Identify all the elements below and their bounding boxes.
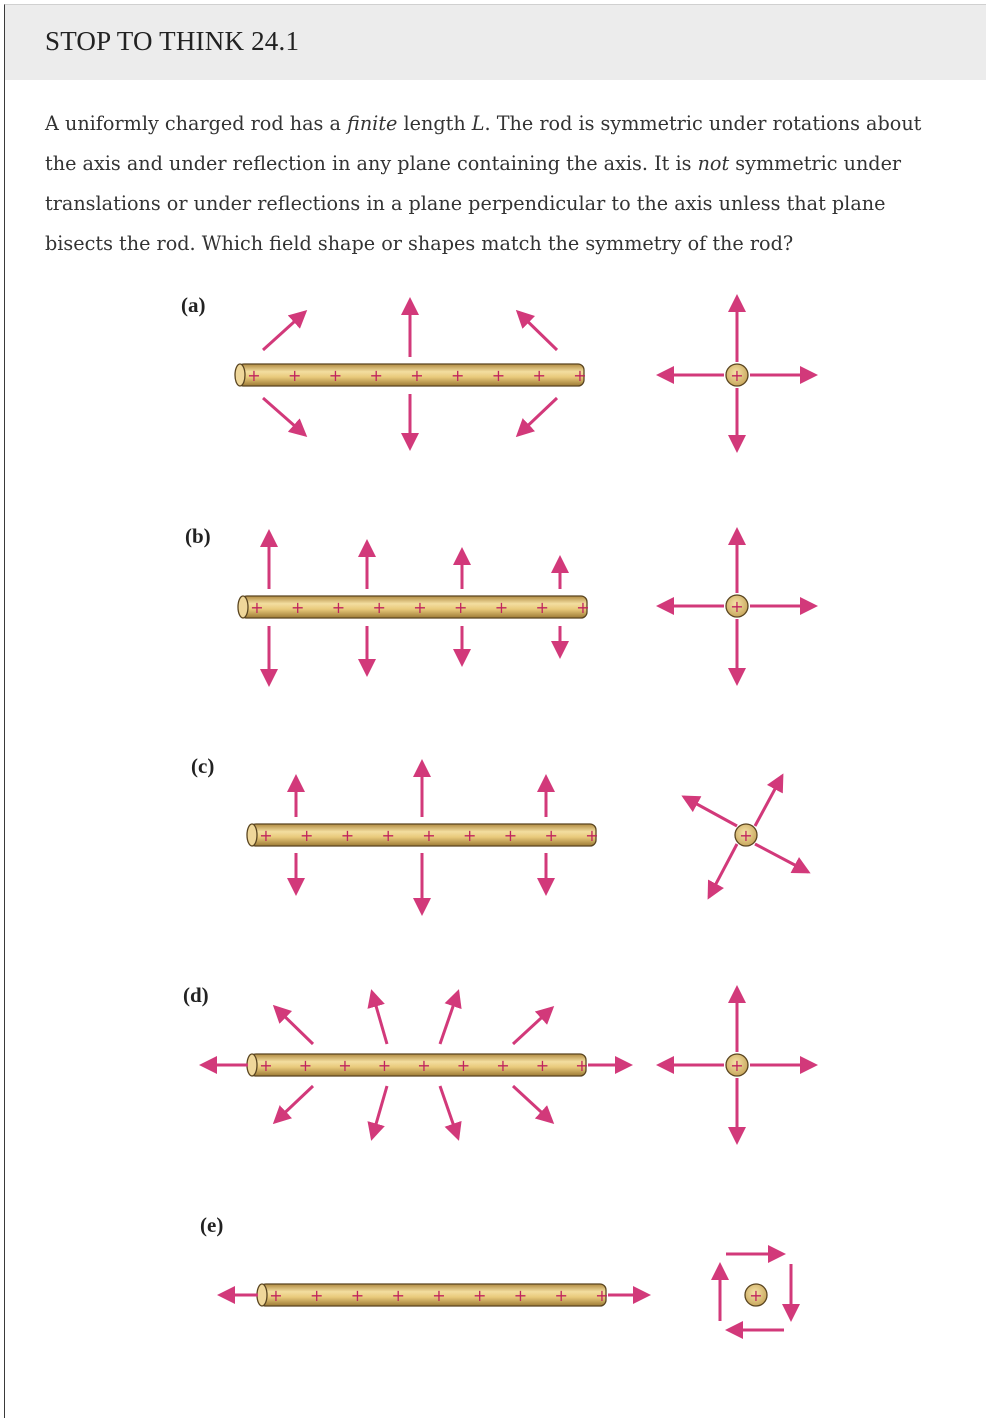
rod-plus-charge: +: [544, 826, 558, 845]
question-variable-l: L: [471, 112, 485, 135]
panel-a: [181, 293, 815, 450]
page-title: STOP TO THINK 24.1: [45, 26, 300, 56]
rod-plus-charge: +: [259, 826, 273, 845]
rod-plus-charge: +: [575, 1056, 589, 1075]
rod-plus-charge: +: [451, 366, 465, 385]
rod-plus-charge: +: [496, 1056, 510, 1075]
field-arrow: [513, 1086, 552, 1122]
rod-plus-charge: +: [369, 366, 383, 385]
rod-plus-charge: +: [298, 1056, 313, 1075]
rod-plus-charge: +: [350, 1286, 365, 1305]
rod-plus-charge: +: [535, 1056, 550, 1075]
field-arrow: [518, 312, 557, 350]
rod-plus-charge: +: [377, 1056, 392, 1075]
rod-end-cap: [257, 1284, 267, 1306]
rod-plus-charge: +: [291, 598, 305, 617]
rod-plus-charge: +: [491, 366, 506, 385]
rod-plus-charge: +: [573, 366, 587, 385]
rod-plus-charge: +: [331, 598, 346, 617]
point-charge-plus: +: [730, 1056, 744, 1075]
field-arrow: [372, 1086, 387, 1138]
rod-plus-charge: +: [494, 598, 509, 617]
point-charge-plus: +: [730, 597, 744, 616]
rod-plus-charge: +: [340, 826, 355, 845]
rod-end-cap: [238, 596, 248, 618]
question-part: . The rod is symmetric under rotations about the axis and under reflection in any plane containing the axis. It is: [45, 112, 922, 175]
point-charge-plus: +: [739, 826, 753, 845]
field-arrow: [755, 844, 808, 872]
rod-plus-charge: +: [310, 1286, 324, 1305]
rod-plus-charge: +: [410, 366, 424, 385]
rod-plus-charge: +: [503, 826, 518, 845]
rod-plus-charge: +: [269, 1286, 283, 1305]
rod-plus-charge: +: [473, 1286, 487, 1305]
rod-plus-charge: +: [288, 366, 302, 385]
question-emphasis-finite: finite: [347, 112, 398, 135]
panel-label: (a): [181, 293, 206, 317]
rod-plus-charge: +: [456, 1056, 471, 1075]
rod-plus-charge: +: [595, 1286, 609, 1305]
field-arrow: [440, 992, 458, 1044]
rod-plus-charge: +: [554, 1286, 568, 1305]
rod-plus-charge: +: [413, 598, 427, 617]
question-emphasis-not: not: [697, 152, 730, 175]
rod-plus-charge: +: [338, 1056, 352, 1075]
panel-label: (e): [200, 1213, 224, 1237]
panel-c: [191, 754, 808, 913]
question-part: symmetric under translations or under reflections in a plane perpendicular to the axis unless that plane bisects the rod. Which field shape or shapes match the symmetry of the rod?: [45, 152, 902, 255]
rod-plus-charge: +: [328, 366, 343, 385]
panel-b: [185, 524, 815, 684]
rod-plus-charge: +: [535, 598, 549, 617]
field-arrow: [513, 1008, 552, 1044]
field-arrow: [263, 312, 305, 350]
rod-end-cap: [235, 364, 245, 386]
rod-plus-charge: +: [463, 826, 477, 845]
point-charge-plus: +: [730, 366, 744, 385]
rod-plus-charge: +: [454, 598, 468, 617]
rod-plus-charge: +: [381, 826, 395, 845]
panel-label: (d): [183, 983, 209, 1007]
field-arrow: [275, 1086, 313, 1122]
rod-plus-charge: +: [250, 598, 264, 617]
field-arrow: [709, 844, 737, 897]
panel-label: (c): [191, 754, 215, 778]
rod-plus-charge: +: [513, 1286, 528, 1305]
rod-end-cap: [247, 824, 257, 846]
field-arrow: [440, 1086, 458, 1138]
field-arrow: [263, 398, 305, 435]
field-arrow: [684, 797, 737, 826]
rod-plus-charge: +: [372, 598, 386, 617]
rod-plus-charge: +: [576, 598, 590, 617]
rod-plus-charge: +: [300, 826, 314, 845]
question-part: A uniformly charged rod has a: [45, 112, 348, 135]
field-arrow: [755, 776, 782, 826]
panel-d: [183, 983, 815, 1142]
rod-plus-charge: +: [391, 1286, 405, 1305]
rod-plus-charge: +: [422, 826, 436, 845]
panels: [181, 293, 815, 1330]
rod-plus-charge: +: [259, 1056, 273, 1075]
field-arrow: [518, 398, 557, 435]
rod-plus-charge: +: [532, 366, 546, 385]
rod-plus-charge: +: [585, 826, 599, 845]
panel-label: (b): [185, 524, 211, 548]
rod-plus-charge: +: [417, 1056, 431, 1075]
point-charge-plus: +: [749, 1286, 763, 1305]
rod-end-cap: [247, 1054, 257, 1076]
panel-e: [200, 1213, 791, 1330]
field-arrow: [372, 992, 387, 1044]
field-arrow: [275, 1007, 313, 1044]
rod-plus-charge: +: [432, 1286, 446, 1305]
rod-plus-charge: +: [247, 366, 261, 385]
question-part: length: [397, 112, 472, 135]
